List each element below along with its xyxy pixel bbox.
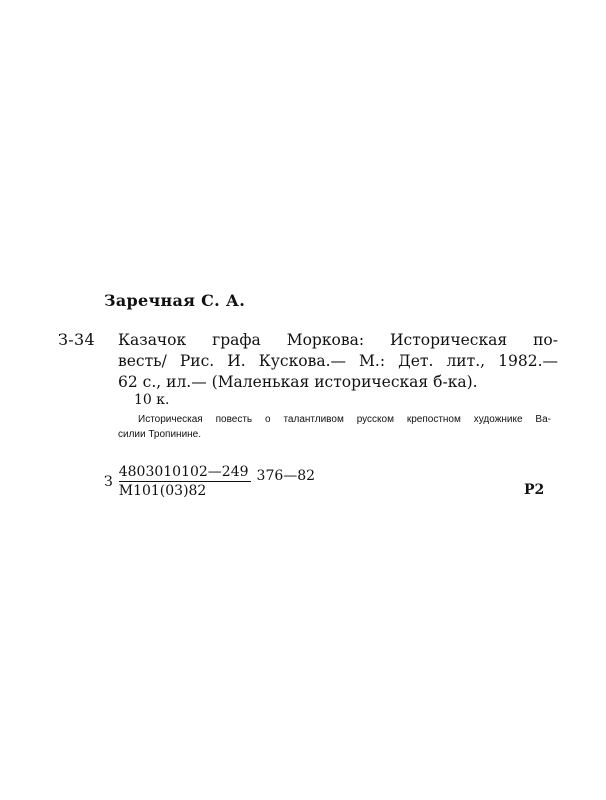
author-mark: З-34 (58, 330, 95, 349)
bibliographic-description (118, 330, 558, 393)
formula-prefix: З (104, 473, 113, 490)
formula-numerator: 4803010102—249 (118, 464, 249, 480)
author-heading: Заречная С. А. (104, 291, 246, 310)
annotation-line: силии Тропинине. (118, 429, 202, 440)
formula-suffix: 376—82 (256, 467, 316, 484)
description-line: Казачок графа Моркова: Историческая по- (118, 331, 558, 349)
formula-fraction (119, 464, 251, 499)
publishing-index-formula (104, 464, 315, 499)
description-line: весть/ Рис. И. Кускова.— М.: Дет. лит., 1982.— (118, 352, 558, 370)
description-line: 62 с., ил.— (Маленькая историческая б-ка). (118, 373, 478, 391)
formula-denominator: М101(03)82 (118, 483, 207, 499)
annotation-line: Историческая повесть о талантливом русском крепостном художнике Ва- (138, 414, 551, 425)
classification-mark: Р2 (524, 482, 545, 498)
annotation (118, 412, 551, 442)
price: 10 к. (134, 392, 170, 408)
